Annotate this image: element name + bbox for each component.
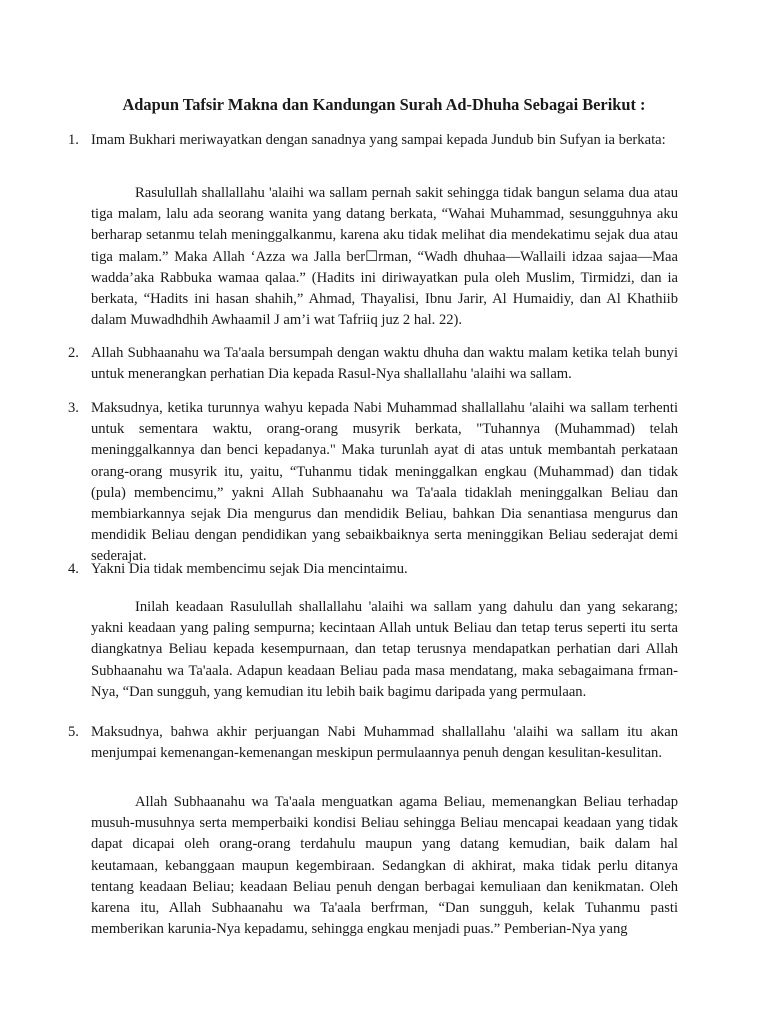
list-number: 4. (68, 561, 79, 577)
list-item-4 (68, 559, 678, 580)
list-item-text: Allah Subhaanahu wa Ta'aala bersumpah dengan waktu dhuha dan waktu malam ketika telah bunyi untuk menerangkan perhatian Dia kepada Rasul-Nya shallallahu 'alaihi wa sallam. (91, 345, 678, 383)
page-title: Adapun Tafsir Makna dan Kandungan Surah Ad-Dhuha Sebagai Berikut : (122, 95, 646, 114)
list-item-1 (68, 130, 678, 151)
list-number: 3. (68, 400, 79, 416)
list-number: 5. (68, 724, 79, 740)
list-item-text: Maksudnya, ketika turunnya wahyu kepada Nabi Muhammad shallallahu 'alaihi wa sallam terhenti untuk sementara waktu, orang-orang musyrik berkata, "Tuhannya (Muhammad) telah meninggalkannya dan benci kepadanya." Maka turunlah ayat di atas untuk membantah perkataan orang-orang musyrik itu, yaitu, “Tuhanmu tidak meninggalkan engkau (Muhammad) dan tidak (pula) membencimu,” yakni Allah Subhaanahu wa Ta'aala tidaklah meninggalkan Beliau dan membiarkannya sejak Dia mengurus dan mendidik Beliau, bahkan Dia senantiasa mengurus dan mendidik Beliau dengan pendidikan yang sebaikbaiknya serta meninggikan Beliau sederajat demi sederajat. (91, 400, 678, 565)
paragraph-hadith: Rasulullah shallallahu 'alaihi wa sallam pernah sakit sehingga tidak bangun selama dua atau tiga malam, lalu ada seorang wanita yang datang berkata, “Wahai Muhammad, sesungguhnya aku berharap setanmu telah meninggalkanmu, karena aku tidak melihat dia mendekatimu sejak dua atau tiga malam.” Maka Allah ‘Azza wa Jalla ber☐rman, “Wadh dhuhaa—Wallaili idzaa sajaa—Maa wadda’aka Rabbuka wamaa qalaa.” (Hadits ini diriwayatkan pula oleh Muslim, Tirmidzi, dan ia berkata, “Hadits ini hasan shahih,” Ahmad, Thayalisi, Ibnu Jarir, Al Humaidiy, dan Al Khathiib dalam Muwadhdhih Awhaamil J am’i wat Tafriiq juz 2 hal. 22). (91, 185, 678, 329)
list-item-text: Yakni Dia tidak membencimu sejak Dia mencintaimu. (91, 561, 408, 577)
paragraph-kemenangan: Allah Subhaanahu wa Ta'aala menguatkan agama Beliau, memenangkan Beliau terhadap musuh-musuhnya serta memperbaiki kondisi Beliau sehingga Beliau mencapai keadaan yang tidak dapat dicapai oleh orang-orang terdahulu maupun yang datang kemudian, baik dalam hal keutamaan, kebanggaan maupun kegembiraan. Sedangkan di akhirat, maka tidak perlu ditanya tentang keadaan Beliau; keadaan Beliau penuh dengan berbagai kemuliaan dan kenikmatan. Oleh karena itu, Allah Subhaanahu wa Ta'aala berfrman, “Dan sungguh, kelak Tuhanmu pasti memberikan karunia-Nya kepadamu, sehingga engkau menjadi puas.” Pemberian-Nya yang (91, 794, 678, 938)
list-item-2 (68, 343, 678, 385)
list-item-text: Maksudnya, bahwa akhir perjuangan Nabi Muhammad shallallahu 'alaihi wa sallam itu akan menjumpai kemenangan-kemenangan meskipun permulaannya penuh dengan kesulitan-kesulitan. (91, 724, 678, 762)
list-item-3 (68, 398, 678, 568)
list-number: 2. (68, 345, 79, 361)
list-item-text: Imam Bukhari meriwayatkan dengan sanadnya yang sampai kepada Jundub bin Sufyan ia berkata: (91, 132, 666, 148)
list-item-5 (68, 722, 678, 764)
list-number: 1. (68, 132, 79, 148)
paragraph-keadaan: Inilah keadaan Rasulullah shallallahu 'alaihi wa sallam yang dahulu dan yang sekarang; yakni keadaan yang paling sempurna; kecintaan Allah untuk Beliau dan tetap terus seperti itu serta diangkatnya Beliau kepada kesempurnaan, dan tetap terusnya mendapatkan perhatian dari Allah Subhaanahu wa Ta'aala. Adapun keadaan Beliau pada masa mendatang, maka sebagaimana frman-Nya, “Dan sungguh, yang kemudian itu lebih baik bagimu daripada yang permulaan. (91, 599, 678, 700)
